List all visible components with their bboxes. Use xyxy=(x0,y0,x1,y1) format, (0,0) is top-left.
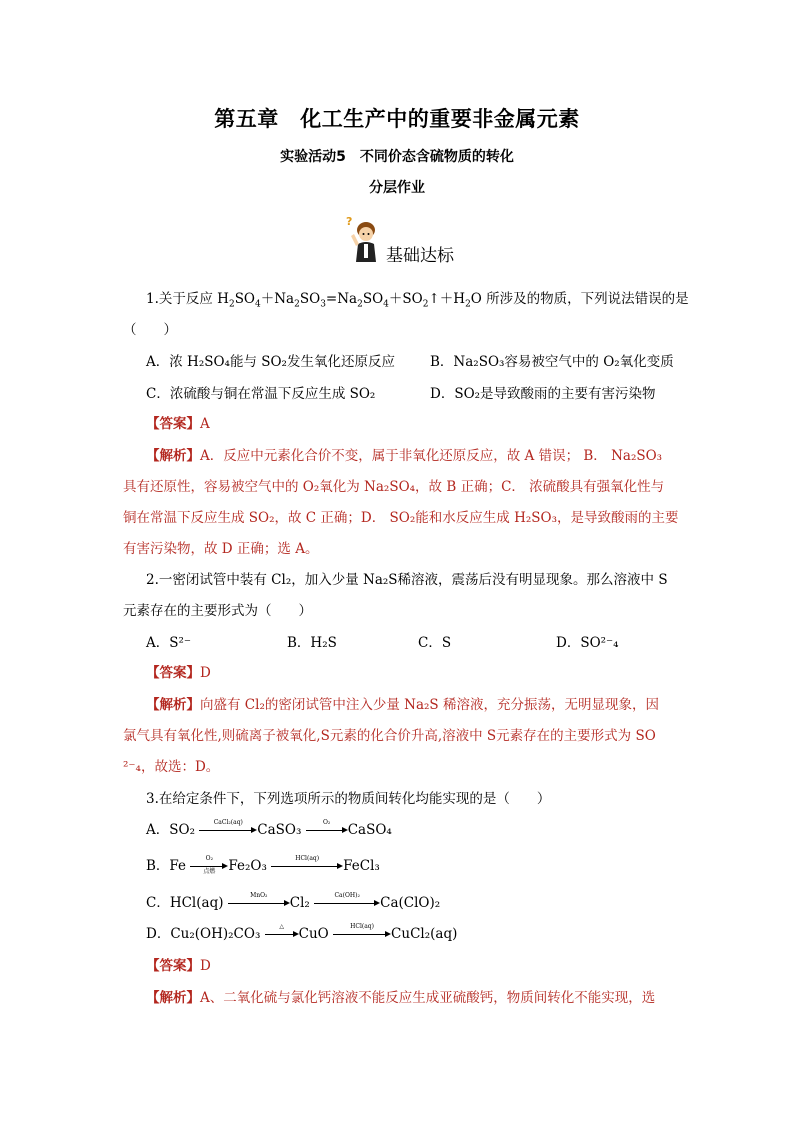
svg-text:?: ? xyxy=(346,215,353,228)
q3-option-d: D．Cu₂(OH)₂CO₃ △ CuO HCl(aq) CuCl₂(aq) xyxy=(146,922,458,942)
q2-explanation-line3: ²⁻₄，故选：D。 xyxy=(123,759,220,775)
q3-option-b: B．Fe O₂ 点燃 Fe₂O₃ HCl(aq) FeCl₃ xyxy=(146,854,380,875)
reaction-arrow: O₂ xyxy=(306,825,348,837)
q1-explanation-line2: 具有还原性，容易被空气中的 O₂氧化为 Na₂SO₄，故 B 正确；C． 浓硫酸具有强氧化性与 xyxy=(123,479,665,495)
q2-explanation-line2: 氯气具有氧化性,则硫离子被氧化,S元素的化合价升高,溶液中 S元素存在的主要形式为 SO xyxy=(123,728,656,744)
reaction-arrow: HCl(aq) xyxy=(333,929,391,941)
section-label: 基础达标 xyxy=(386,246,454,266)
q2-option-c: C．S xyxy=(418,635,452,651)
reaction-arrow: O₂ 点燃 xyxy=(190,861,228,873)
q3-stem: 3.在给定条件下，下列选项所示的物质间转化均能实现的是（ ） xyxy=(146,791,551,807)
q1-explanation-line3: 铜在常温下反应生成 SO₂，故 C 正确；D． SO₂能和水反应生成 H₂SO₃，是导致酸雨的主要 xyxy=(123,510,679,526)
q2-option-a: A．S²⁻ xyxy=(146,635,192,651)
q1-option-d: D．SO₂是导致酸雨的主要有害污染物 xyxy=(430,386,656,402)
q1-explanation-line1: 【解析】A．反应中元素化合价不变，属于非氧化还原反应，故 A 错误； B． Na₂SO₃ xyxy=(146,448,663,464)
q2-explanation-line1: 【解析】向盛有 Cl₂的密闭试管中注入少量 Na₂S 稀溶液，充分振荡，无明显现象，因 xyxy=(146,697,659,713)
q1-option-a: A．浓 H₂SO₄能与 SO₂发生氧化还原反应 xyxy=(146,354,395,370)
q1-option-b: B．Na₂SO₃容易被空气中的 O₂氧化变质 xyxy=(430,354,674,370)
q1-stem: 1.关于反应 $H_2SO_4+Na_2SO_3=Na_2SO_4+SO_2↑+H_2O$ 所涉及的物质，下列说法错误的是 xyxy=(146,291,689,310)
q3-option-c: C．HCl(aq) MnO₂ Cl₂ Ca(OH)₂ Ca(ClO)₂ xyxy=(146,891,441,911)
q3-explanation-line1: 【解析】A、二氧化硫与氯化钙溶液不能反应生成亚硫酸钙，物质间转化不能实现，选 xyxy=(146,990,656,1006)
q1-explanation-line4: 有害污染物，故 D 正确；选 A。 xyxy=(123,541,319,557)
q1-answer: 【答案】A xyxy=(146,416,210,432)
reaction-arrow: CaCl₂(aq) xyxy=(199,825,257,837)
q3-option-a: A．SO₂ CaCl₂(aq) CaSO₃ O₂ CaSO₄ xyxy=(146,818,392,838)
q2-option-d: D．SO²⁻₄ xyxy=(556,635,619,651)
reaction-arrow: △ xyxy=(265,929,299,941)
q1-option-c: C．浓硫酸与铜在常温下反应生成 SO₂ xyxy=(146,386,376,402)
reaction-arrow: HCl(aq) xyxy=(271,861,343,873)
q2-stem-line2: 元素存在的主要形式为（ ） xyxy=(123,603,312,619)
reaction-arrow: Ca(OH)₂ xyxy=(314,898,380,910)
q1-paren: （ ） xyxy=(123,322,177,338)
chapter-title: 第五章 化工生产中的重要非金属元素 xyxy=(214,107,580,131)
layered-homework-title: 分层作业 xyxy=(369,180,425,196)
q2-option-b: B．H₂S xyxy=(287,635,337,651)
q2-stem-line1: 2.一密闭试管中装有 Cl₂，加入少量 Na₂S稀溶液，震荡后没有明显现象。那么溶液中 S xyxy=(146,572,668,588)
q3-answer: 【答案】D xyxy=(146,958,211,974)
activity-title: 实验活动5 不同价态含硫物质的转化 xyxy=(280,149,514,165)
thinking-boy-icon xyxy=(344,214,388,264)
reaction-arrow: MnO₂ xyxy=(228,898,290,910)
q2-answer: 【答案】D xyxy=(146,665,211,681)
